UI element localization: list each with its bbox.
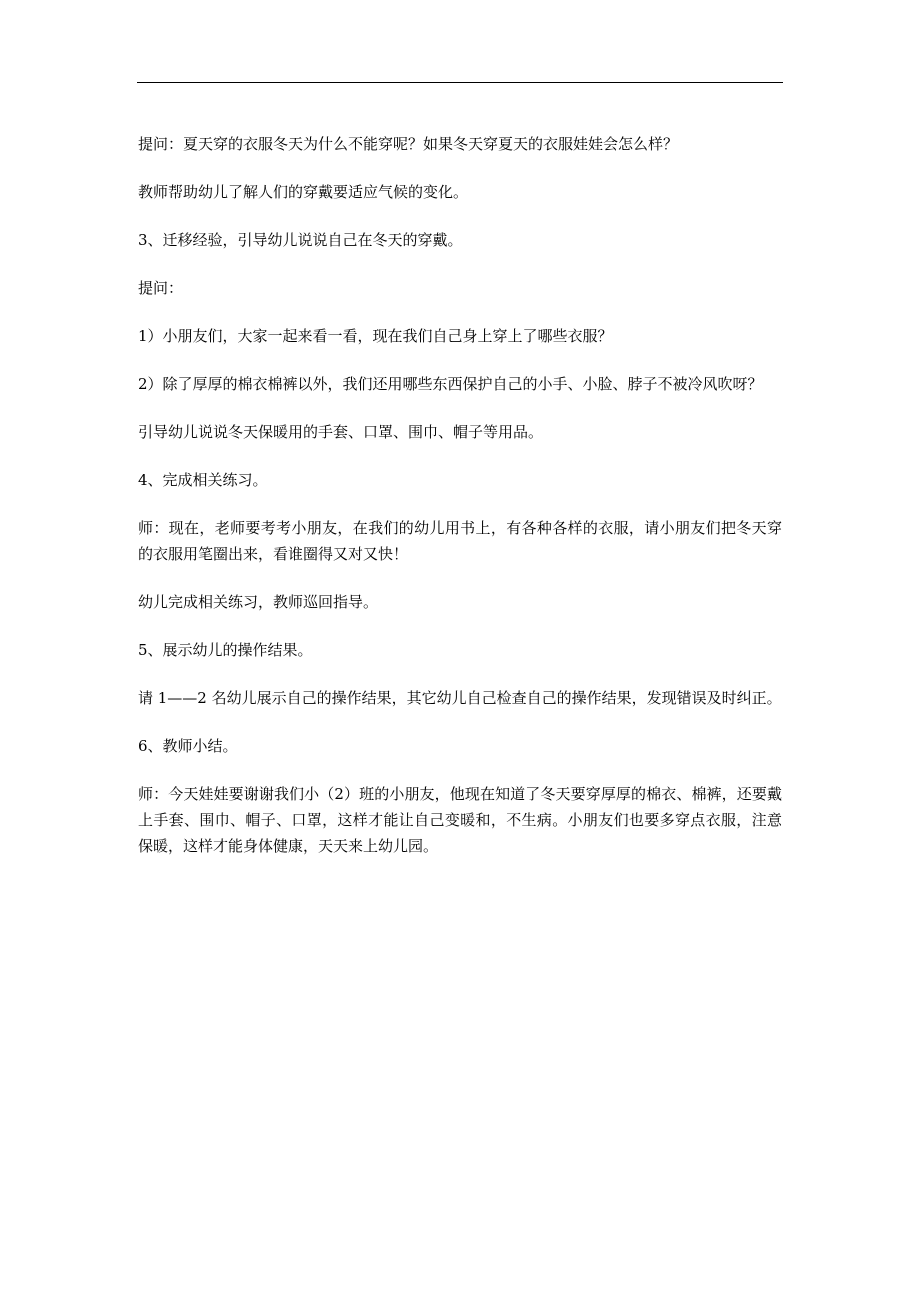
document-body bbox=[138, 131, 782, 881]
teacher-note-paragraph: 教师帮助幼儿了解人们的穿戴要适应气候的变化。 bbox=[138, 183, 469, 201]
question-2: 2）除了厚厚的棉衣棉裤以外，我们还用哪些东西保护自己的小手、小脸、脖子不被冷风吹呀？ bbox=[138, 375, 763, 393]
teacher-instruction-paragraph: 师：现在，老师要考考小朋友，在我们的幼儿用书上，有各种各样的衣服，请小朋友们把冬天穿的衣服用笔圈出来，看谁圈得又对又快！ bbox=[138, 519, 782, 563]
question-1: 1）小朋友们，大家一起来看一看，现在我们自己身上穿上了哪些衣服？ bbox=[138, 327, 613, 345]
step-4-heading: 4、完成相关练习。 bbox=[138, 471, 268, 489]
step-3-heading: 3、迁移经验，引导幼儿说说自己在冬天的穿戴。 bbox=[138, 231, 463, 249]
step-6-heading: 6、教师小结。 bbox=[138, 737, 238, 755]
header-rule bbox=[137, 82, 783, 83]
question-paragraph: 提问：夏天穿的衣服冬天为什么不能穿呢？如果冬天穿夏天的衣服娃娃会怎么样？ bbox=[138, 135, 679, 153]
question-label: 提问： bbox=[138, 279, 184, 297]
summary-paragraph: 师：今天娃娃要谢谢我们小（2）班的小朋友，他现在知道了冬天要穿厚厚的棉衣、棉裤，还要戴上手套、围巾、帽子、口罩，这样才能让自己变暖和，不生病。小朋友们也要多穿点衣服，注意保暖，这样才能身体健康，天天来上幼儿园。 bbox=[138, 785, 782, 855]
step-5-heading: 5、展示幼儿的操作结果。 bbox=[138, 641, 313, 659]
showcase-paragraph: 请 1——2 名幼儿展示自己的操作结果，其它幼儿自己检查自己的操作结果，发现错误及时纠正。 bbox=[138, 689, 782, 707]
guide-paragraph: 引导幼儿说说冬天保暖用的手套、口罩、围巾、帽子等用品。 bbox=[138, 423, 544, 441]
exercise-paragraph: 幼儿完成相关练习，教师巡回指导。 bbox=[138, 593, 379, 611]
